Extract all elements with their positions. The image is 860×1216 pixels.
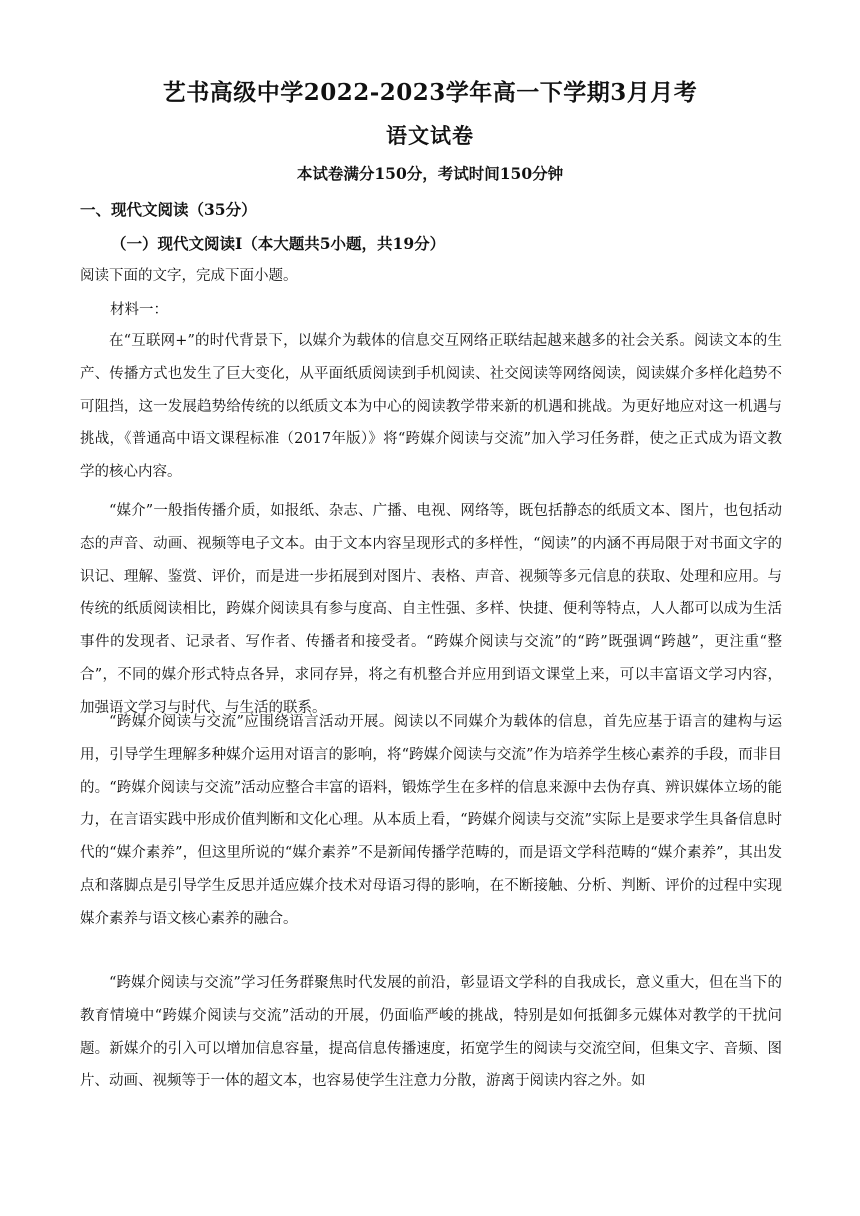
sub-section-heading: （一）现代文阅读Ⅰ（本大题共5小题，共19分） [111,234,446,253]
paragraph-4: “跨媒介阅读与交流”学习任务群聚焦时代发展的前沿，彰显语文学科的自我成长，意义重大，但在当下的教育情境中“跨媒介阅读与交流”活动的开展，仍面临严峻的挑战，特别是如何抵御多元媒体对教学的干扰问题。新媒介的引入可以增加信息容量，提高信息传播速度，拓宽学生的阅读与交流空间，但集文字、音频、图片、动画、视频等于一体的超文本，也容易使学生注意力分散，游离于阅读内容之外。如 [80,975,782,1090]
paragraph-1: 在“互联网+”的时代背景下，以媒介为载体的信息交互网络正联结起越来越多的社会关系。阅读文本的生产、传播方式也发生了巨大变化，从平面纸质阅读到手机阅读、社交阅读等网络阅读，阅读媒介多样化趋势不可阻挡，这一发展趋势给传统的以纸质文本为中心的阅读教学带来新的机遇和挑战。为更好地应对这一机遇与挑战，《普通高中语文课程标准（2017年版）》将“跨媒介阅读与交流”加入学习任务群，使之正式成为语文教学的核心内容。 [80,333,782,481]
exam-info: 本试卷满分150分，考试时间150分钟 [296,164,564,183]
material-label: 材料一： [110,302,168,318]
exam-title: 艺书高级中学2022-2023学年高一下学期3月月考 [162,79,698,106]
paper-title: 语文试卷 [386,123,474,148]
paragraph-3: “跨媒介阅读与交流”应围绕语言活动开展。阅读以不同媒介为载体的信息，首先应基于语言的建构与运用，引导学生理解多种媒介运用对语言的影响，将“跨媒介阅读与交流”作为培养学生核心素养的手段，而非目的。“跨媒介阅读与交流”活动应整合丰富的语料，锻炼学生在多样的信息来源中去伪存真、辨识媒体立场的能力，在言语实践中形成价值判断和文化心理。从本质上看，“跨媒介阅读与交流”实际上是要求学生具备信息时代的“媒介素养”，但这里所说的“媒介素养”不是新闻传播学范畴的，而是语文学科范畴的“媒介素养”，其出发点和落脚点是引导学生反思并适应媒介技术对母语习得的影响，在不断接触、分析、判断、评价的过程中实现媒介素养与语文核心素养的融合。 [80,714,782,927]
section-heading: 一、现代文阅读（35分） [80,200,257,219]
reading-instruction: 阅读下面的文字，完成下面小题。 [80,268,298,284]
paragraph-2: “媒介”一般指传播介质，如报纸、杂志、广播、电视、网络等，既包括静态的纸质文本、图片，也包括动态的声音、动画、视频等电子文本。由于文本内容呈现形式的多样性，“阅读”的内涵不再局限于对书面文字的识记、理解、鉴赏、评价，而是进一步拓展到对图片、表格、声音、视频等多元信息的获取、处理和应用。与传统的纸质阅读相比，跨媒介阅读具有参与度高、自主性强、多样、快捷、便利等特点，人人都可以成为生活事件的发现者、记录者、写作者、传播者和接受者。“跨媒介阅读与交流”的“跨”既强调“跨越”，更注重“整合”，不同的媒介形式特点各异，求同存异，将之有机整合并应用到语文课堂上来，可以丰富语文学习内容，加强语文学习与时代、与生活的联系。 [80,503,782,716]
